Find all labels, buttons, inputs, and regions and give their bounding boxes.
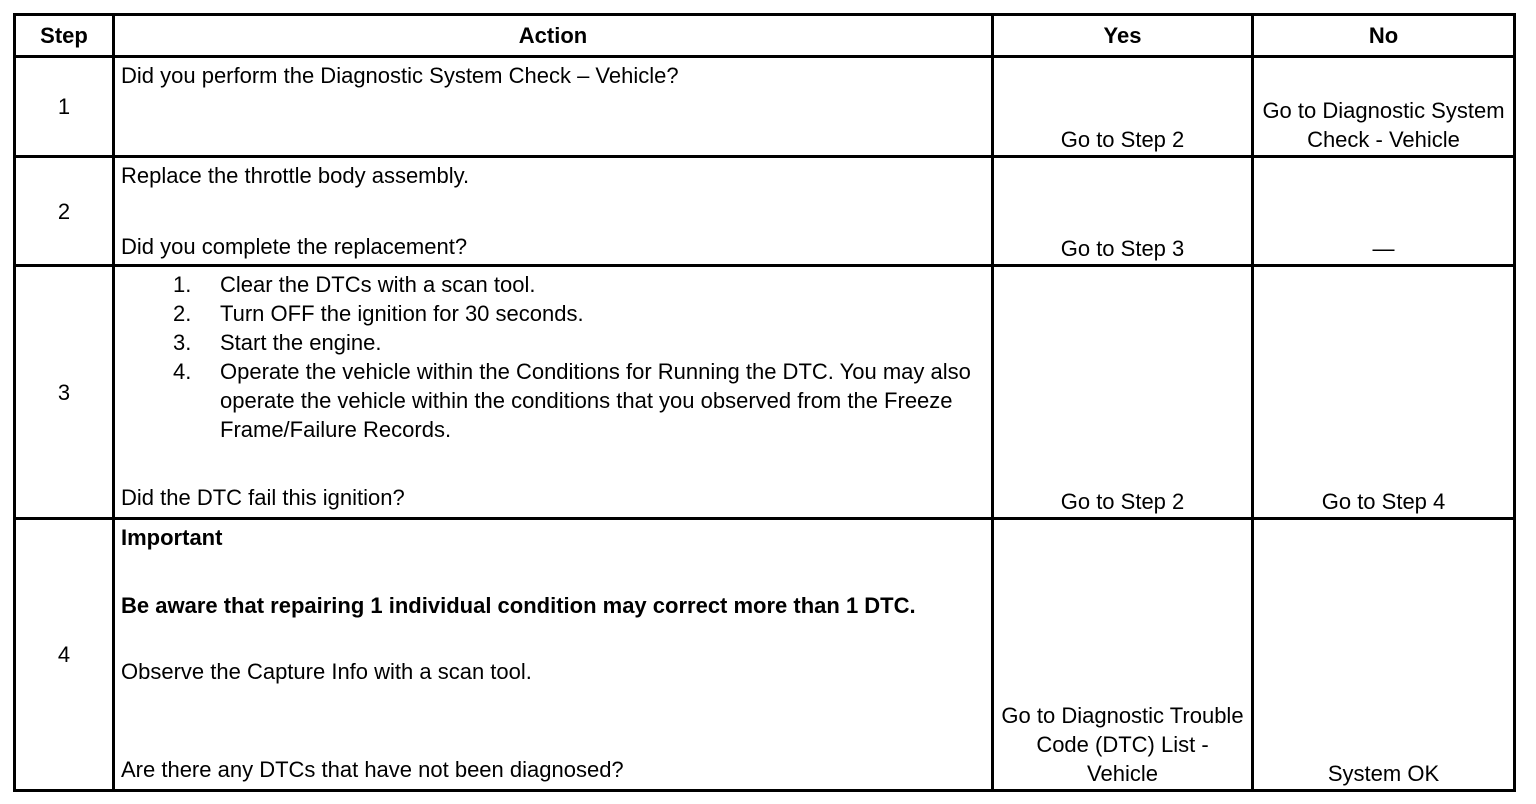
- list-item-text: Start the engine.: [220, 330, 382, 355]
- yes-cell: Go to Step 3: [993, 157, 1253, 266]
- list-item: [173, 299, 985, 328]
- action-cell: [114, 57, 993, 157]
- yes-cell: Go to Step 2: [993, 266, 1253, 519]
- list-item-number: 1.: [173, 272, 192, 297]
- list-item: [173, 328, 985, 357]
- step-number: 1: [15, 57, 114, 157]
- table-row: [15, 57, 1515, 157]
- table-row: [15, 519, 1515, 791]
- yes-cell: Go to Diagnostic Trouble Code (DTC) List - Vehicle: [993, 519, 1253, 791]
- important-label: Important: [121, 525, 223, 550]
- list-item-text: Operate the vehicle within the Conditions for Running the DTC. You may also operate the vehicle within the conditions that you observed from the Freeze Frame/Failure Records.: [220, 359, 971, 442]
- action-cell: [114, 266, 993, 519]
- action-instruction: Observe the Capture Info with a scan tool.: [121, 659, 532, 684]
- list-item-text: Turn OFF the ignition for 30 seconds.: [220, 301, 584, 326]
- action-question: Are there any DTCs that have not been diagnosed?: [121, 757, 624, 782]
- no-cell: Go to Step 4: [1253, 266, 1515, 519]
- header-step: Step: [15, 15, 114, 57]
- table-row: [15, 266, 1515, 519]
- list-item-number: 3.: [173, 330, 192, 355]
- header-yes: Yes: [993, 15, 1253, 57]
- no-cell: —: [1253, 157, 1515, 266]
- action-cell: [114, 519, 993, 791]
- list-item-number: 2.: [173, 301, 192, 326]
- yes-cell: Go to Step 2: [993, 57, 1253, 157]
- action-question: Did you complete the replacement?: [121, 234, 468, 259]
- table-row: [15, 157, 1515, 266]
- header-no: No: [1253, 15, 1515, 57]
- action-cell: [114, 157, 993, 266]
- list-item: [173, 270, 985, 299]
- list-item-number: 4.: [173, 359, 192, 384]
- header-action: Action: [114, 15, 993, 57]
- step-number: 4: [15, 519, 114, 791]
- important-note: Be aware that repairing 1 individual condition may correct more than 1 DTC.: [121, 593, 916, 618]
- step-number: 3: [15, 266, 114, 519]
- diagnostic-table: [13, 13, 1516, 792]
- action-instruction: Replace the throttle body assembly.: [121, 163, 470, 188]
- step-number: 2: [15, 157, 114, 266]
- action-question: Did the DTC fail this ignition?: [121, 485, 405, 510]
- no-cell: System OK: [1253, 519, 1515, 791]
- no-cell: Go to Diagnostic System Check - Vehicle: [1253, 57, 1515, 157]
- list-item-text: Clear the DTCs with a scan tool.: [220, 272, 536, 297]
- numbered-steps-list: [121, 270, 985, 444]
- header-row: [15, 15, 1515, 57]
- list-item: [173, 357, 985, 444]
- action-question: Did you perform the Diagnostic System Check – Vehicle?: [121, 63, 679, 88]
